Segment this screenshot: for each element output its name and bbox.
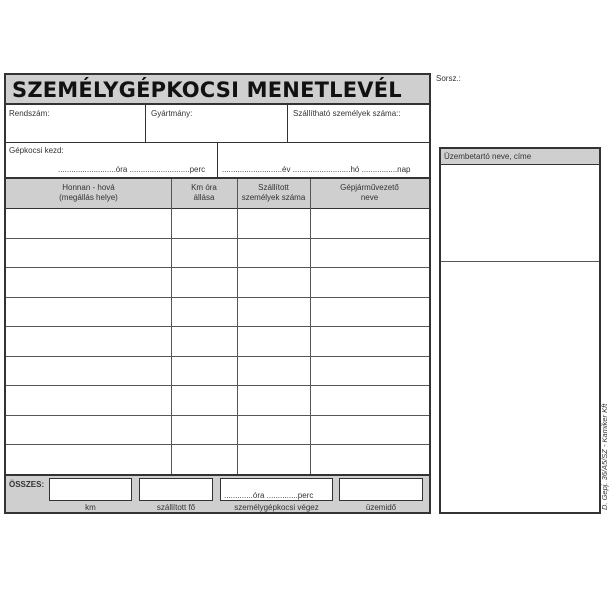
total-km-box[interactable] [49,478,132,501]
table-row-line [6,326,429,327]
table-row-line [6,356,429,357]
col-header-passengers-line2: személyek száma [241,193,306,202]
col-header-passengers-line1: Szállított [258,183,289,192]
operator-notes-field[interactable] [441,262,599,512]
table-row-line [6,415,429,416]
operator-name-field[interactable] [441,165,599,261]
total-passengers-caption: szállított fő [156,503,196,512]
col-header-driver-line2: neve [360,193,379,202]
operating-time-caption: üzemidő [365,503,397,512]
make-field[interactable] [146,105,288,143]
start-date-line: ...........................év ..........................hó ................nap [222,165,411,174]
operator-header-label: Üzembetartó neve, címe [444,152,532,161]
trip-log-form [4,73,431,514]
form-code-text: D. Gepj. 36/A5/SZ - Kamiker Kft [600,403,609,510]
passenger-capacity-field[interactable] [288,105,429,143]
table-row-line [6,297,429,298]
col-header-route-line1: Honnan - hová [62,183,115,192]
total-passengers-box[interactable] [139,478,213,501]
start-label: Gépkocsi kezd: [9,146,64,155]
operating-time-box[interactable] [339,478,423,501]
table-row-line [6,444,429,445]
col-header-odometer-line2: állása [193,193,215,202]
start-info-row [6,143,429,179]
table-row-line [6,385,429,386]
plate-number-label: Rendszám: [9,109,50,118]
operator-panel [439,147,601,514]
col-header-driver-line1: Gépjárművezető [340,183,399,192]
col-header-odometer-line1: Km óra [191,183,217,192]
plate-number-field[interactable] [6,105,146,143]
form-code [600,403,611,516]
vehicle-info-row [6,105,429,143]
form-title: SZEMÉLYGÉPKOCSI MENETLEVÉL [6,75,429,105]
start-time-line: ..........................óra ...........................perc [58,165,206,174]
col-header-route [6,183,171,203]
col-header-route-line2: (megállás helye) [59,193,118,202]
col-header-odometer [171,183,237,203]
col-header-passengers [237,183,310,203]
end-time-box[interactable] [220,478,333,501]
operator-header [441,149,599,165]
col-header-driver [310,183,429,203]
table-body [6,209,429,474]
table-row-line [6,267,429,268]
start-date-field[interactable] [218,143,429,179]
totals-section [6,474,429,512]
total-km-caption: km [85,503,96,512]
serial-number-label: Sorsz.: [436,74,461,83]
make-label: Gyártmány: [151,109,193,118]
end-time-line: .............óra ..............perc [224,491,314,500]
table-row-line [6,238,429,239]
table-header [6,179,429,209]
start-time-field[interactable] [6,143,218,179]
end-time-caption: személygépkocsi végez [234,503,319,512]
passenger-capacity-label: Szállítható személyek száma:: [293,109,401,118]
totals-label: ÖSSZES: [9,480,45,489]
